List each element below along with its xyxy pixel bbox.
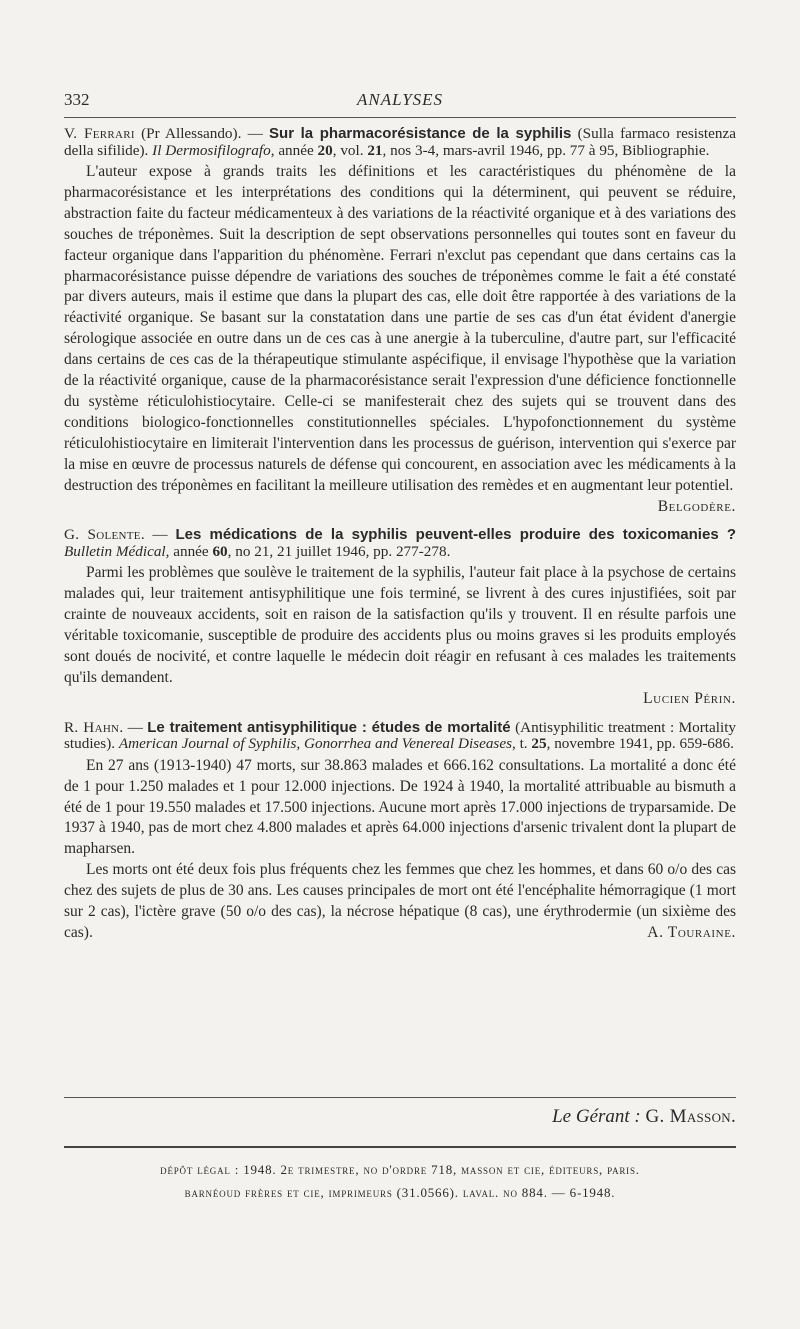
article-title: Sur la pharmacorésistance de la syphilis	[269, 125, 572, 142]
article-entry	[64, 126, 736, 517]
article-heading	[64, 720, 736, 753]
citation-year: 25	[531, 735, 547, 753]
running-head: ANALYSES	[356, 90, 444, 109]
citation-text: , année	[165, 542, 213, 560]
article-entry	[64, 527, 736, 709]
legal-deposit-line: dépôt légal : 1948. 2e trimestre, no d'ordre 718, masson et cie, éditeurs, paris.	[160, 1162, 640, 1177]
citation-details: , nos 3-4, mars-avril 1946, pp. 77 à 95, Bibliographie.	[382, 141, 710, 159]
article-heading	[64, 527, 736, 560]
citation-text: , t.	[511, 735, 532, 753]
author-name: V. Ferrari	[64, 125, 135, 142]
citation-volume: 21	[367, 141, 383, 159]
article-title: Le traitement antisyphilitique : études de mortalité	[147, 718, 511, 736]
printer-line: barnéoud frères et cie, imprimeurs (31.0566). laval. no 884. — 6-1948.	[184, 1185, 616, 1200]
footer-rule-thick	[64, 1146, 736, 1148]
reviewer-signature: A. Touraine.	[647, 924, 736, 941]
journal-name: Bulletin Médical	[64, 542, 166, 560]
article-entry	[64, 720, 736, 944]
page-header	[64, 90, 736, 114]
footer-rule	[64, 1097, 736, 1098]
citation-original-title: (Sulla farmaco resistenza della sifilide).	[64, 125, 736, 159]
citation-original-title: (Antisyphilitic treatment : Mortality studies).	[64, 718, 737, 753]
citation-details: , no 21, 21 juillet 1946, pp. 277-278.	[227, 542, 451, 560]
author-info: . —	[119, 718, 148, 736]
citation-year: 60	[212, 542, 228, 560]
abstract-paragraph: L'auteur expose à grands traits les définitions et les caractéristiques du phénomène de la pharmacorésistance et les interprétations des conditions qui la déterminent, qui peuvent se réduire, abstraction faite du facteur médicamenteux à des variations de la réactivité organique et à des variations des souches de tréponèmes. Suit la description de sept observations personnelles qui toutes sont en faveur du facteur organique dans l'apparition du phénomène. Ferrari n'exclut pas cependant que dans certains cas la pharmacorésistance puisse dépendre de variations des souches de tréponèmes comme le fait a été constaté par divers auteurs, mais il estime que dans la plupart des cas, elle doit être rapportée à des variations de la réactivité organique. Se basant sur la constatation dans une partie de ses cas d'un état évident d'anergie sérologique associée en outre dans un de ces cas à une anergie à la tuberculine, d'autre part, sur l'efficacité dans certains de ces cas de la thérapeutique stimulante aspécifique, il envisage l'hypothèse que la variation de la réactivité organique, cause de la pharmacorésistance serait l'expression d'une déficience fonctionnelle du système réticulohistiocytaire. Celle-ci se manifesterait chez des sujets qui se trouvent dans des conditions biologico-fonctionnelles constitutionnelles spéciales. L'hypofonctionnement du système réticulohistiocytaire en limiterait l'intervention dans les processus de guérison, intervention qui s'exerce par la mise en œuvre de processus naturels de défense qui concourent, en association avec les médicaments à la destruction des tréponèmes en facilitant la meilleure utilisation des remèdes et en augmentant leur potentiel.	[64, 163, 736, 494]
reviewer-signature: Lucien Périn.	[643, 689, 736, 707]
header-rule	[64, 117, 736, 118]
gerant-label: Le Gérant :	[552, 1106, 646, 1127]
author-name: R. Hahn	[64, 718, 120, 736]
citation-text: , année	[270, 141, 318, 159]
author-info: . —	[140, 526, 176, 544]
page-number: 332	[64, 90, 90, 109]
reviewer-signature: Belgodère.	[657, 497, 736, 515]
gerant-name: G. Masson.	[645, 1106, 736, 1127]
article-list	[64, 126, 736, 944]
journal-name: American Journal of Syphilis, Gonorrhea and Venereal Diseases	[118, 735, 512, 753]
abstract-paragraph	[64, 860, 736, 944]
abstract-text: Les morts ont été deux fois plus fréquents chez les femmes que chez les hommes, et dans 60 o/o des cas chez des sujets de plus de 30 ans. Les causes principales de mort ont été l'encéphalite hémorragique (1 mort sur 2 cas), l'ictère grave (50 o/o des cas), la nécrose hépatique (8 cas), une érythrodermie (un sixième des cas).	[64, 861, 736, 941]
article-title: Les médications de la syphilis peuvent-elles produire des toxicomanies ?	[175, 526, 737, 544]
abstract-paragraph: Parmi les problèmes que soulève le traitement de la syphilis, l'auteur fait place à la psychose de certains malades qui, leur traitement antisyphilitique une fois terminé, se livrent à des cures injustifiées, soit par crainte de nouveaux accidents, soit en raison de la satisfaction qu'ils y trouvent. Il en résulte parfois une véritable toxicomanie, susceptible de produire des accidents plus ou moins graves si les produits employés sont doués de nocivité, et contre laquelle le médecin doit réagir en refusant à ces malades les traitements qu'ils demandent.	[64, 564, 736, 686]
abstract-paragraph: En 27 ans (1913-1940) 47 morts, sur 38.863 malades et 666.162 consultations. La mortalité a donc été de 1 pour 1.250 malades et 1 pour 12.000 injections. De 1924 à 1940, la mortalité attribuable au bismuth a été de 1 pour 19.550 malades et 17.500 injections. Aucune mort après 17.000 injections de tryparsamide. De 1937 à 1940, pas de mort chez 4.800 malades et après 64.000 injections d'arsenic trivalent dont la plupart de mapharsen.	[64, 756, 736, 858]
author-info: (Pr Allessando). —	[134, 125, 270, 142]
author-name: G. Solente	[64, 526, 141, 544]
citation-details: , novembre 1941, pp. 659-686.	[546, 735, 734, 753]
citation-text: , vol.	[332, 141, 368, 159]
gerant-line	[552, 1106, 736, 1128]
journal-name: Il Dermosifilografo	[152, 141, 271, 159]
article-heading	[64, 126, 736, 159]
citation-year: 20	[317, 141, 333, 159]
